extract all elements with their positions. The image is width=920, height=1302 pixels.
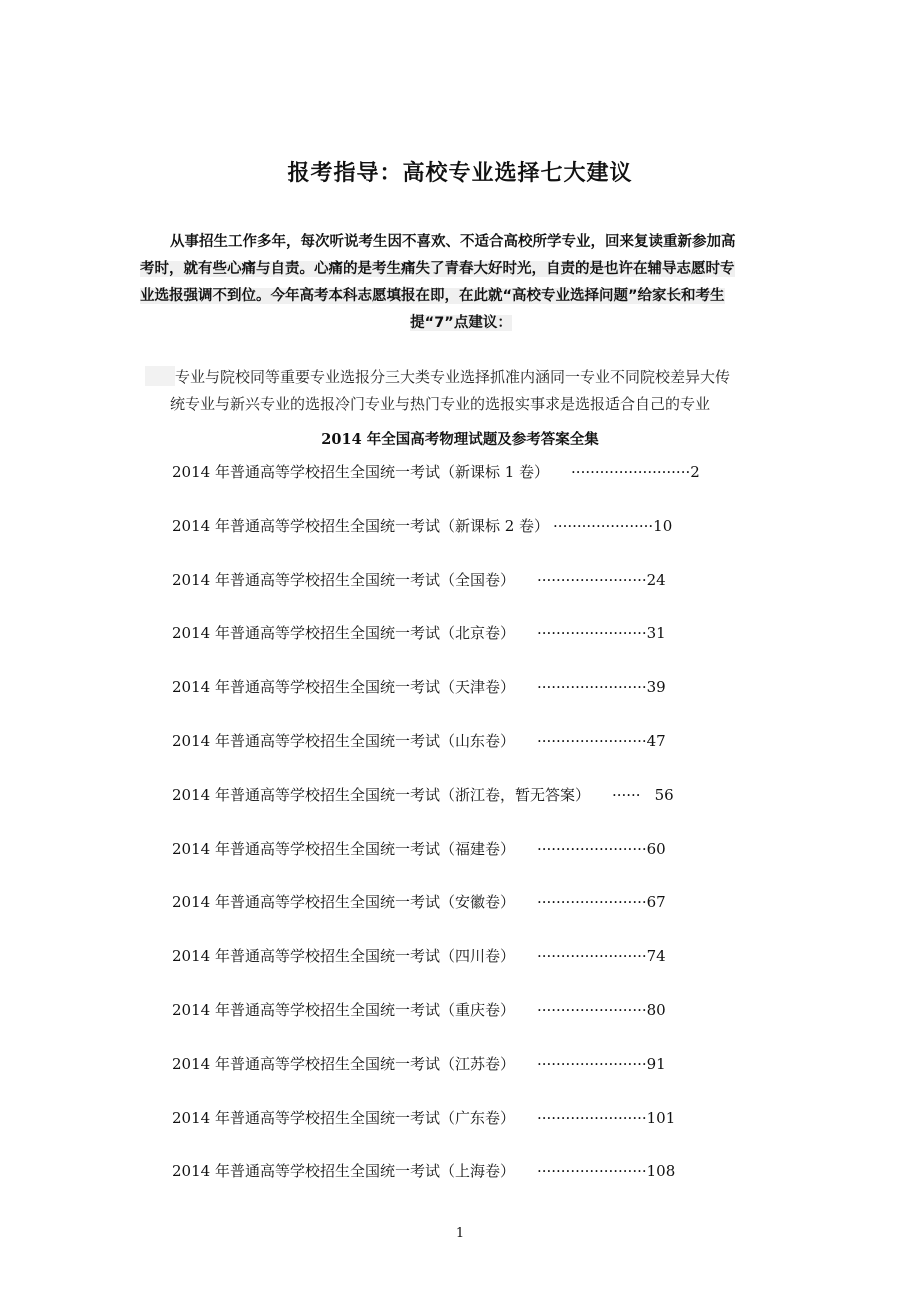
highlight-marker [145, 366, 175, 386]
keywords-line-1-text: 专业与院校同等重要专业选报分三大类专业选择抓准内涵同一专业不同院校差异大传 [175, 368, 731, 386]
keywords-line-2: 统专业与新兴专业的选报冷门专业与热门专业的选报实事求是选报适合自己的专业 [170, 395, 711, 413]
toc-entry[interactable] [172, 891, 772, 945]
toc-entry-leader: ······················· [536, 678, 647, 697]
toc-entry-page-number: 31 [646, 624, 666, 643]
toc-entry-page-number: 108 [646, 1162, 676, 1181]
toc-entry-leader: ······················· [536, 624, 647, 643]
toc-entry-page-number: 60 [646, 839, 666, 858]
toc-entry[interactable] [172, 838, 772, 892]
toc-entry[interactable] [172, 999, 772, 1053]
toc-entry-label: 2014 年普通高等学校招生全国统一考试（广东卷） [172, 1108, 515, 1127]
toc-entry-label: 2014 年普通高等学校招生全国统一考试（新课标 2 卷） [172, 516, 550, 535]
toc-entry-leader: ······················· [536, 893, 647, 912]
toc-entry-label: 2014 年普通高等学校招生全国统一考试（北京卷） [172, 624, 515, 643]
toc-entry[interactable] [172, 945, 772, 999]
toc-entry-leader: ······················· [536, 947, 647, 966]
toc-entry[interactable] [172, 676, 772, 730]
intro-line-1-text: 从事招生工作多年，每次听说考生因不喜欢、不适合高校所学专业，回来复读重新参加高 [170, 234, 736, 250]
toc-entry-leader: ······················· [536, 1162, 647, 1181]
toc-entry-page-number: 67 [646, 893, 666, 912]
toc-entry[interactable] [172, 1107, 772, 1161]
toc-entry-label: 2014 年普通高等学校招生全国统一考试（新课标 1 卷） [172, 463, 550, 481]
toc-entry-label: 2014 年普通高等学校招生全国统一考试（山东卷） [172, 731, 515, 750]
intro-line-2-text: 考时，就有些心痛与自责。心痛的是考生痛失了青春大好时光，自责的是也许在辅导志愿时专 [140, 261, 735, 277]
toc-entry-leader: ······················· [536, 839, 647, 858]
intro-line-4 [140, 310, 782, 337]
toc-entry-page-number: 47 [646, 731, 666, 750]
intro-line-4-text: 提“7”点建议： [410, 315, 512, 331]
toc-entry-page-number: 10 [653, 516, 673, 535]
toc-entry-label: 2014 年普通高等学校招生全国统一考试（安徽卷） [172, 893, 515, 912]
toc-entry-label: 2014 年普通高等学校招生全国统一考试（四川卷） [172, 947, 515, 966]
toc-entry-label: 2014 年普通高等学校招生全国统一考试（福建卷） [172, 839, 515, 858]
toc-entry-page-number: 91 [646, 1054, 666, 1073]
toc-entry-leader: ······················· [536, 570, 647, 589]
toc-entry[interactable] [172, 784, 772, 838]
intro-line-3-text: 业选报强调不到位。今年高考本科志愿填报在即，在此就“高校专业选择问题”给家长和考生 [140, 288, 725, 304]
toc-entry-leader: ······················· [536, 1054, 647, 1073]
toc-entry-label: 2014 年普通高等学校招生全国统一考试（江苏卷） [172, 1054, 515, 1073]
toc-entry-page-number: 24 [646, 570, 666, 589]
toc-entry-leader: ······················· [536, 1000, 647, 1019]
toc-entry[interactable] [172, 1053, 772, 1107]
toc-title: 2014 年全国高考物理试题及参考答案全集 [321, 431, 599, 448]
toc-entry[interactable] [172, 515, 772, 569]
toc-entry-page-number: 101 [646, 1108, 676, 1127]
toc-entry-leader: ························· [571, 463, 691, 481]
toc-entry-leader: ······················· [536, 1108, 647, 1127]
toc-entry[interactable] [172, 1160, 772, 1214]
table-of-contents [172, 461, 772, 1214]
toc-entry-label: 2014 年普通高等学校招生全国统一考试（上海卷） [172, 1162, 515, 1181]
document-title: 报考指导：高校专业选择七大建议 [287, 161, 633, 186]
intro-line-3 [140, 283, 782, 310]
toc-entry-label: 2014 年普通高等学校招生全国统一考试（重庆卷） [172, 1000, 515, 1019]
toc-entry-label: 2014 年普通高等学校招生全国统一考试（天津卷） [172, 678, 515, 697]
intro-line-2 [140, 256, 782, 283]
keywords-paragraph [145, 364, 780, 418]
toc-entry-page-number: 2 [690, 463, 700, 481]
toc-entry-leader: ······················· [536, 731, 647, 750]
toc-entry[interactable] [172, 461, 772, 515]
intro-paragraph [140, 229, 782, 337]
intro-line-1 [140, 229, 782, 256]
toc-entry[interactable] [172, 730, 772, 784]
toc-entry-leader: ····················· [553, 516, 654, 535]
page-number: 1 [455, 1226, 465, 1241]
toc-entry[interactable] [172, 569, 772, 623]
toc-entry-leader: ······ [611, 785, 641, 804]
toc-entry-label: 2014 年普通高等学校招生全国统一考试（全国卷） [172, 570, 515, 589]
toc-entry-label: 2014 年普通高等学校招生全国统一考试（浙江卷，暂无答案） [172, 785, 590, 804]
toc-entry-page-number: 80 [646, 1000, 666, 1019]
toc-entry[interactable] [172, 622, 772, 676]
toc-entry-page-number: 56 [654, 785, 674, 804]
toc-entry-page-number: 39 [646, 678, 666, 697]
toc-entry-page-number: 74 [646, 947, 666, 966]
keywords-line-1 [145, 364, 780, 391]
